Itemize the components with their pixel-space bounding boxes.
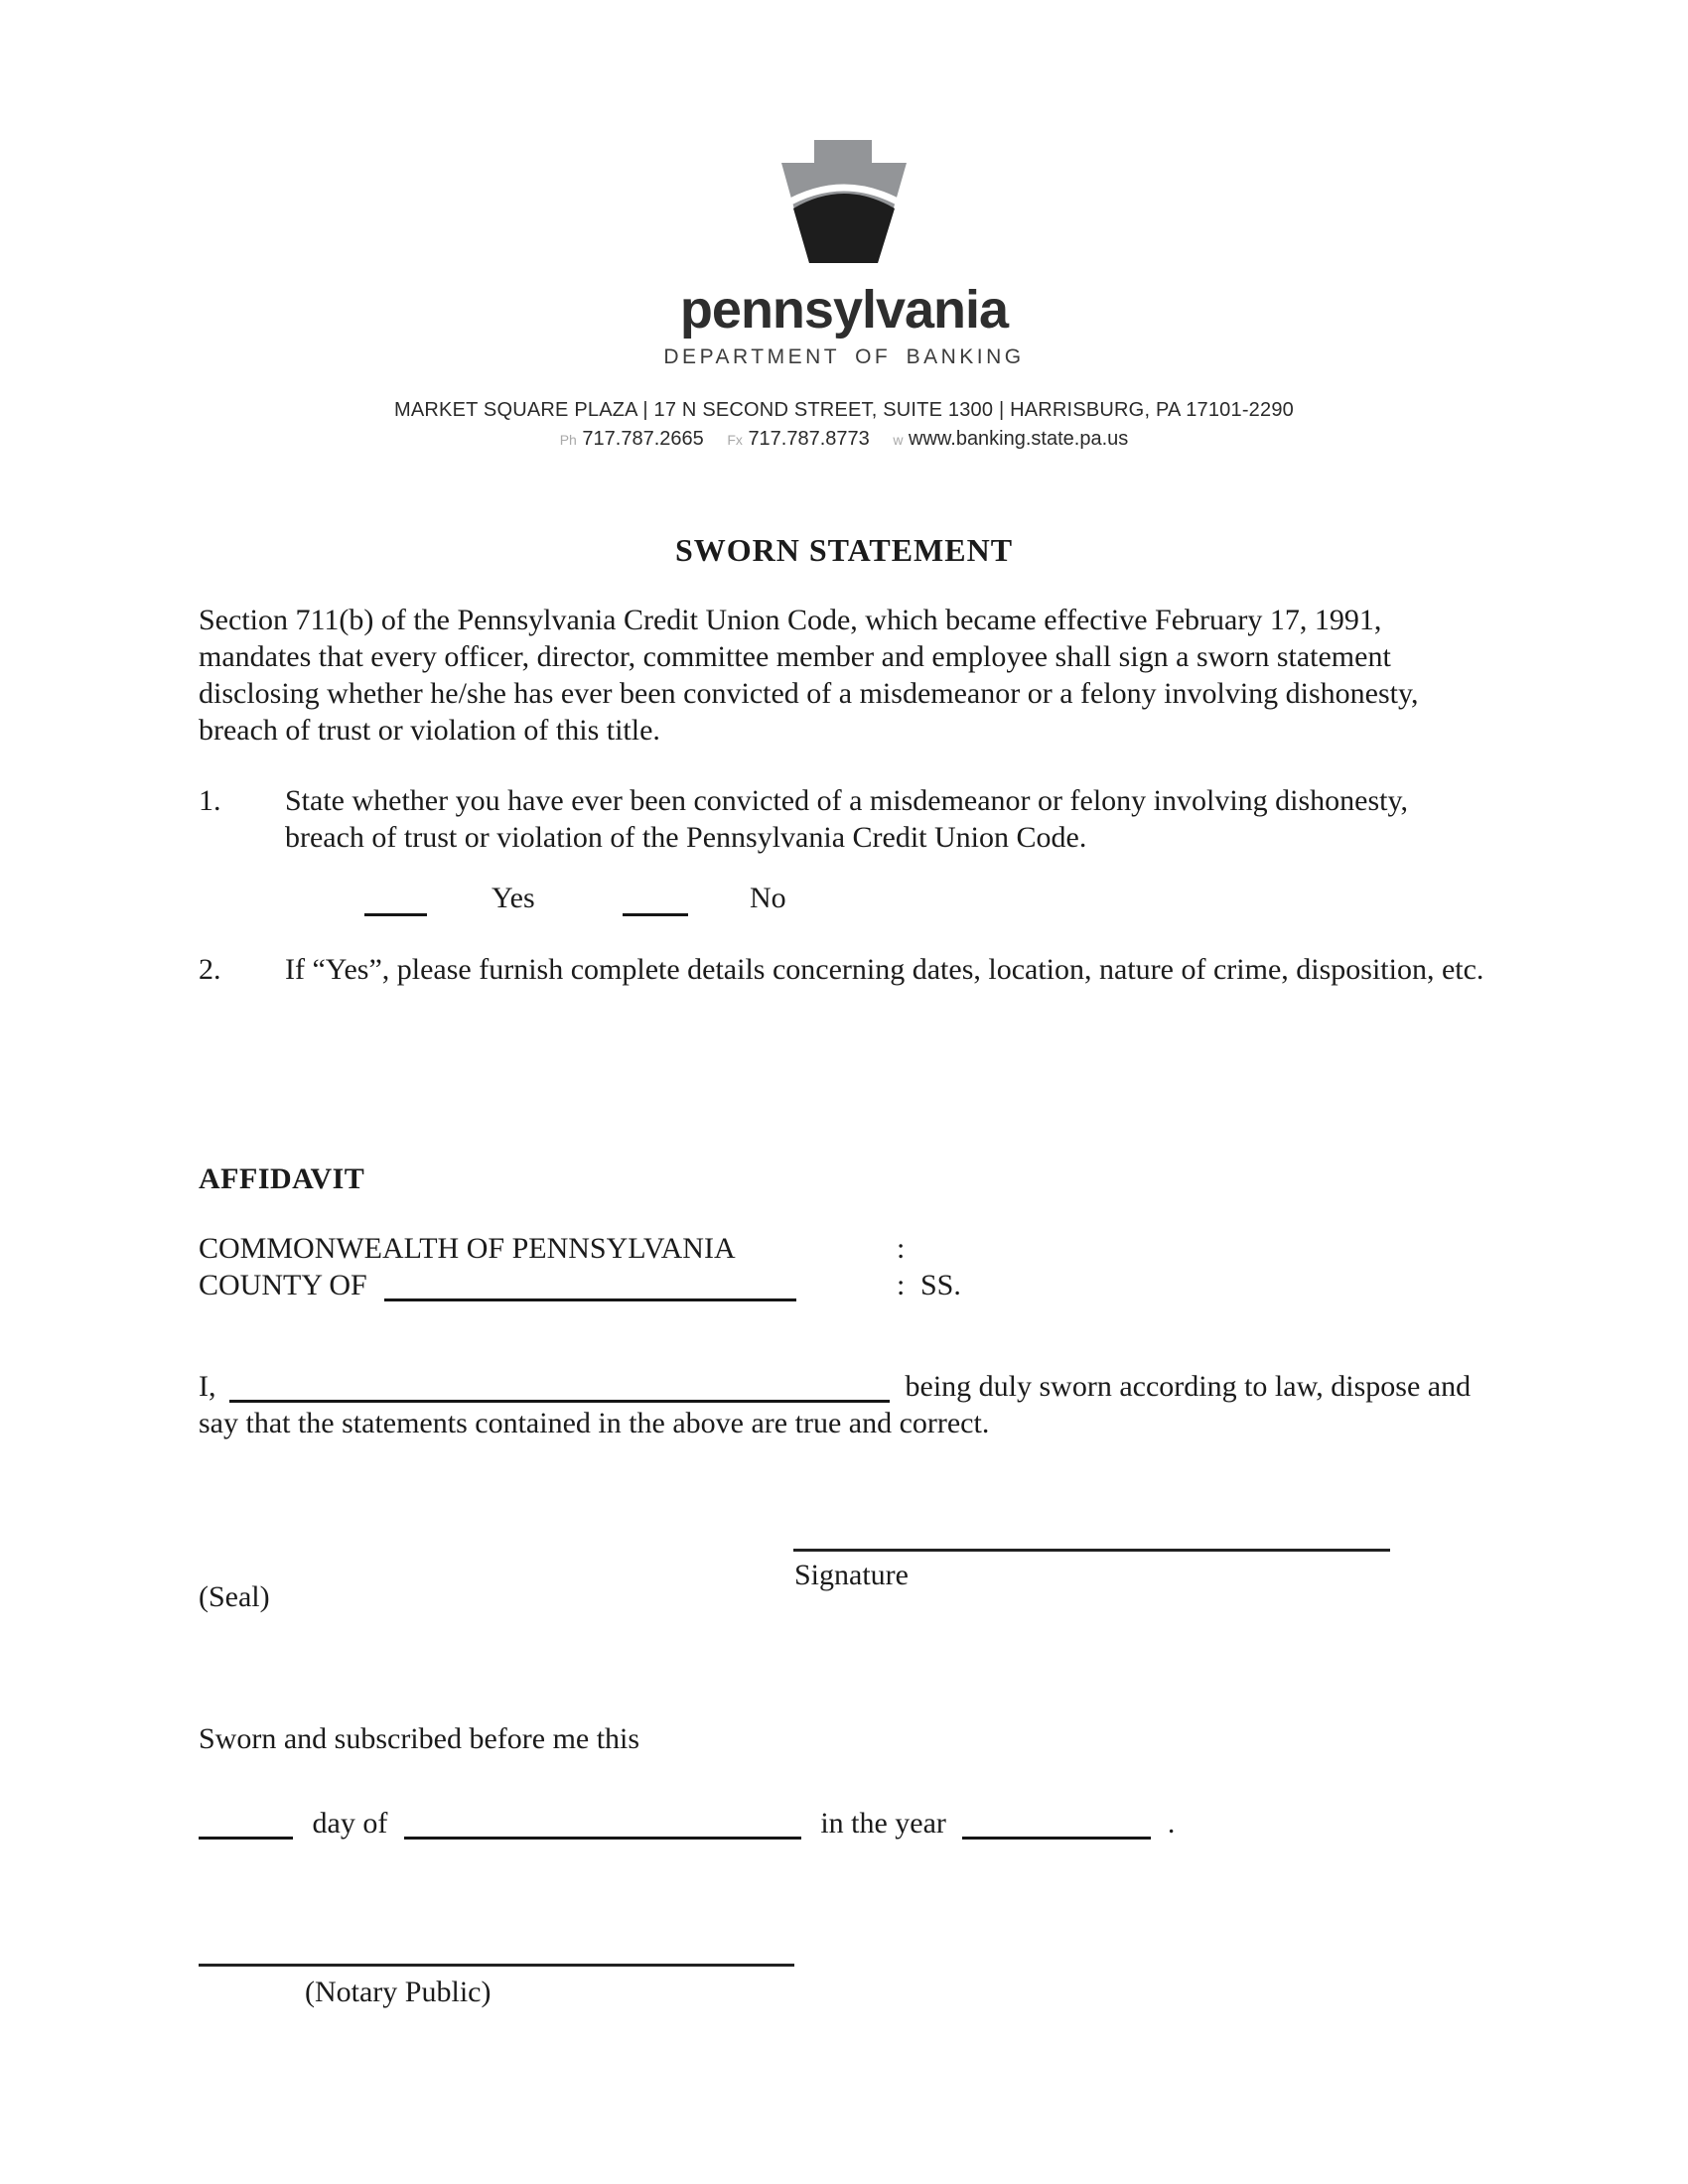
fax-segment <box>727 428 869 450</box>
date-row <box>199 1805 1484 1842</box>
logo-subtitle: DEPARTMENT OF BANKING <box>663 345 1025 368</box>
signature-label: Signature <box>794 1559 909 1591</box>
seal-label: (Seal) <box>199 1580 270 1613</box>
fax-number: 717.787.8773 <box>748 428 870 450</box>
yes-blank-field[interactable] <box>364 913 427 916</box>
date-period: . <box>1167 1807 1176 1840</box>
oath-suffix: being duly sworn according to law, dispose and say that the statements contained in the above are true and correct. <box>199 1370 1472 1439</box>
keystone-icon <box>781 140 907 263</box>
phone-number: 717.787.2665 <box>582 428 704 450</box>
website-link[interactable]: www.banking.state.pa.us <box>909 428 1129 450</box>
commonwealth-line <box>199 1230 1484 1267</box>
phone-segment <box>560 428 704 450</box>
oath-prefix: I, <box>199 1370 216 1403</box>
item-2-text: If “Yes”, please furnish complete details concerning dates, location, nature of crime, disposition, etc. <box>285 953 1484 986</box>
intro-paragraph: Section 711(b) of the Pennsylvania Credit Union Code, which became effective February 17, 1991, mandates that every officer, director, committee member and employee shall sign a sworn statement disclosing whether he/she has ever been convicted of a misdemeanor or a felony involving dishonesty, breach of trust or violation of this title. <box>199 604 1419 747</box>
sworn-line: Sworn and subscribed before me this <box>199 1722 640 1755</box>
commonwealth-text: COMMONWEALTH OF PENNSYLVANIA <box>199 1232 736 1265</box>
item-1-number: 1. <box>199 784 221 817</box>
day-of-label: day of <box>312 1807 388 1840</box>
item-2-number: 2. <box>199 953 221 986</box>
county-colon: : <box>897 1269 906 1301</box>
county-line <box>199 1267 1484 1303</box>
county-field[interactable] <box>384 1298 796 1301</box>
list-item-1 <box>199 782 1484 856</box>
no-label: No <box>750 882 786 914</box>
phone-label: Ph <box>559 432 577 448</box>
fax-label: Fx <box>727 432 743 448</box>
web-label: w <box>893 432 904 448</box>
item-1-text: State whether you have ever been convicted of a misdemeanor or felony involving dishonesty, breach of trust or violation of the Pennsylvania Credit Union Code. <box>285 784 1409 854</box>
county-prefix: COUNTY OF <box>199 1269 367 1301</box>
day-field[interactable] <box>199 1837 293 1840</box>
month-field[interactable] <box>404 1837 801 1840</box>
commonwealth-colon: : <box>897 1232 906 1265</box>
web-segment <box>893 428 1128 450</box>
contact-line <box>0 428 1688 451</box>
pa-keystone-logo <box>781 140 907 263</box>
affidavit-heading: AFFIDAVIT <box>199 1162 365 1195</box>
no-blank-field[interactable] <box>623 913 688 916</box>
notary-label: (Notary Public) <box>305 1976 492 2008</box>
yes-label: Yes <box>492 882 535 914</box>
year-field[interactable] <box>962 1837 1151 1840</box>
in-the-year-label: in the year <box>820 1807 946 1840</box>
oath-paragraph <box>199 1368 1484 1441</box>
address-line: MARKET SQUARE PLAZA | 17 N SECOND STREET, SUITE 1300 | HARRISBURG, PA 17101-2290 <box>394 399 1294 421</box>
list-item-2 <box>199 951 1484 988</box>
ss-label: SS. <box>920 1269 961 1301</box>
venue-block <box>199 1230 1484 1303</box>
signature-field[interactable] <box>793 1549 1390 1552</box>
yes-no-row <box>199 880 1484 924</box>
page-title: SWORN STATEMENT <box>674 532 1014 568</box>
name-field[interactable] <box>229 1400 890 1403</box>
logo-wordmark: pennsylvania <box>679 280 1009 340</box>
notary-signature-field[interactable] <box>199 1964 794 1967</box>
